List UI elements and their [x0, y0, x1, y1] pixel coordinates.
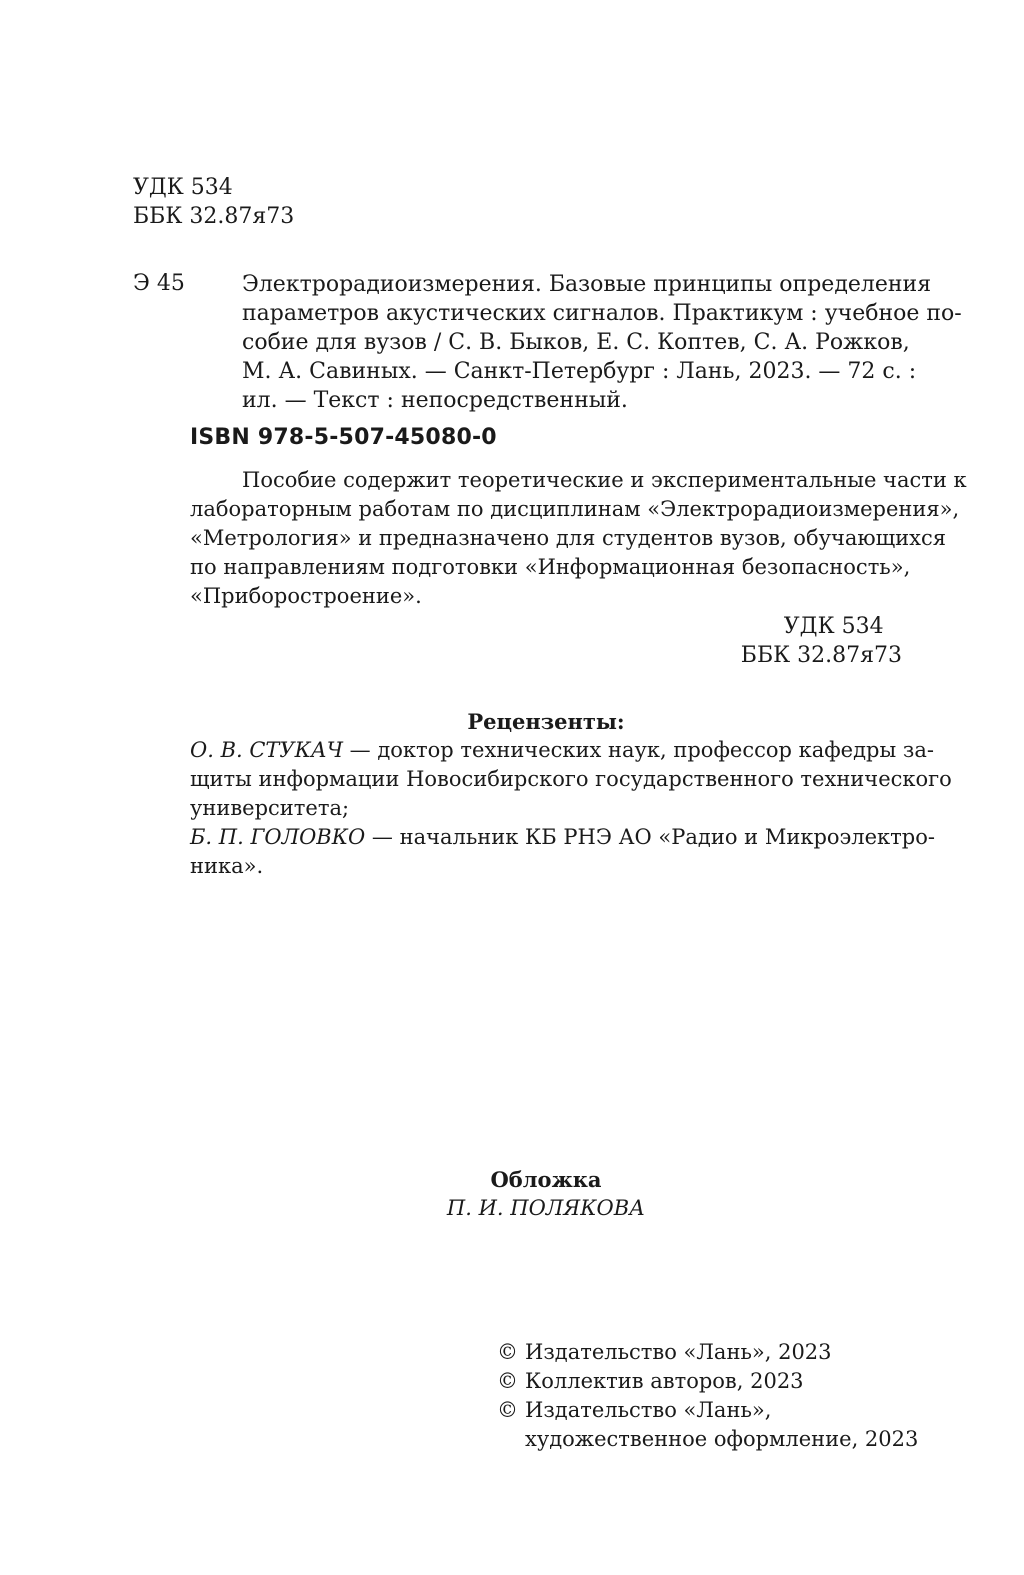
catalog-line: ил. — Текст : непосредственный. [242, 388, 628, 413]
copyright-item [497, 1338, 918, 1367]
reviewer-1-line [190, 736, 934, 765]
copyright-item [497, 1396, 918, 1425]
reviewer-2-line [190, 823, 935, 852]
catalog-line: собие для вузов / С. В. Быков, Е. С. Коптев, С. А. Рожков, [242, 330, 910, 355]
copyright-text: Издательство «Лань», 2023 [525, 1340, 832, 1364]
reviewer-2-desc: — начальник КБ РНЭ АО «Радио и Микроэлектро- [365, 825, 935, 849]
copyrights [497, 1338, 918, 1454]
copyright-text: Издательство «Лань», [525, 1398, 772, 1422]
bbk-code: ББК 32.87я73 [133, 204, 295, 229]
annotation-line: «Метрология» и предназначено для студентов вузов, обучающихся [190, 526, 947, 550]
cover-title: Обложка [490, 1167, 602, 1192]
copyright-text-continued: художественное оформление, 2023 [525, 1427, 919, 1451]
cover-designer: П. И. ПОЛЯКОВА [446, 1196, 646, 1220]
reviewer-2-name: Б. П. ГОЛОВКО [190, 825, 366, 849]
reviewer-2-line: ника». [190, 854, 264, 878]
reviewer-1-line: университета; [190, 796, 350, 820]
annotation-line: лабораторным работам по дисциплинам «Электрорадиоизмерения», [190, 497, 960, 521]
annotation [190, 466, 967, 611]
isbn: ISBN 978-5-507-45080-0 [190, 425, 497, 450]
udk-code: УДК 534 [133, 175, 233, 200]
copyright-item [497, 1367, 918, 1396]
bottom-classification-codes [741, 612, 902, 670]
copyright-text: Коллектив авторов, 2023 [525, 1369, 804, 1393]
copyright-icon: © [497, 1398, 518, 1422]
catalog-line: параметров акустических сигналов. Практикум : учебное по- [242, 301, 962, 326]
reviewers-list [190, 736, 952, 881]
udk-code-bottom: УДК 534 [783, 614, 884, 639]
reviewer-1-desc: — доктор технических наук, профессор кафедры за- [343, 738, 934, 762]
reviewers-title: Рецензенты: [467, 709, 625, 734]
copyright-icon: © [497, 1369, 518, 1393]
reviewer-1-name: О. В. СТУКАЧ [190, 738, 343, 762]
annotation-line: «Приборостроение». [190, 584, 422, 608]
annotation-line: Пособие содержит теоретические и экспериментальные части к [242, 468, 967, 492]
bbk-code-bottom: ББК 32.87я73 [740, 643, 902, 668]
catalog-description [242, 270, 962, 415]
catalog-line: М. А. Савиных. — Санкт-Петербург : Лань, 2023. — 72 с. : [242, 359, 917, 384]
annotation-line: по направлениям подготовки «Информационная безопасность», [190, 555, 911, 579]
author-mark: Э 45 [133, 271, 185, 296]
reviewer-1-line: щиты информации Новосибирского государственного технического [190, 767, 952, 791]
copyright-icon: © [497, 1340, 518, 1364]
catalog-line: Электрорадиоизмерения. Базовые принципы определения [242, 272, 932, 297]
top-classification-codes [133, 173, 294, 231]
